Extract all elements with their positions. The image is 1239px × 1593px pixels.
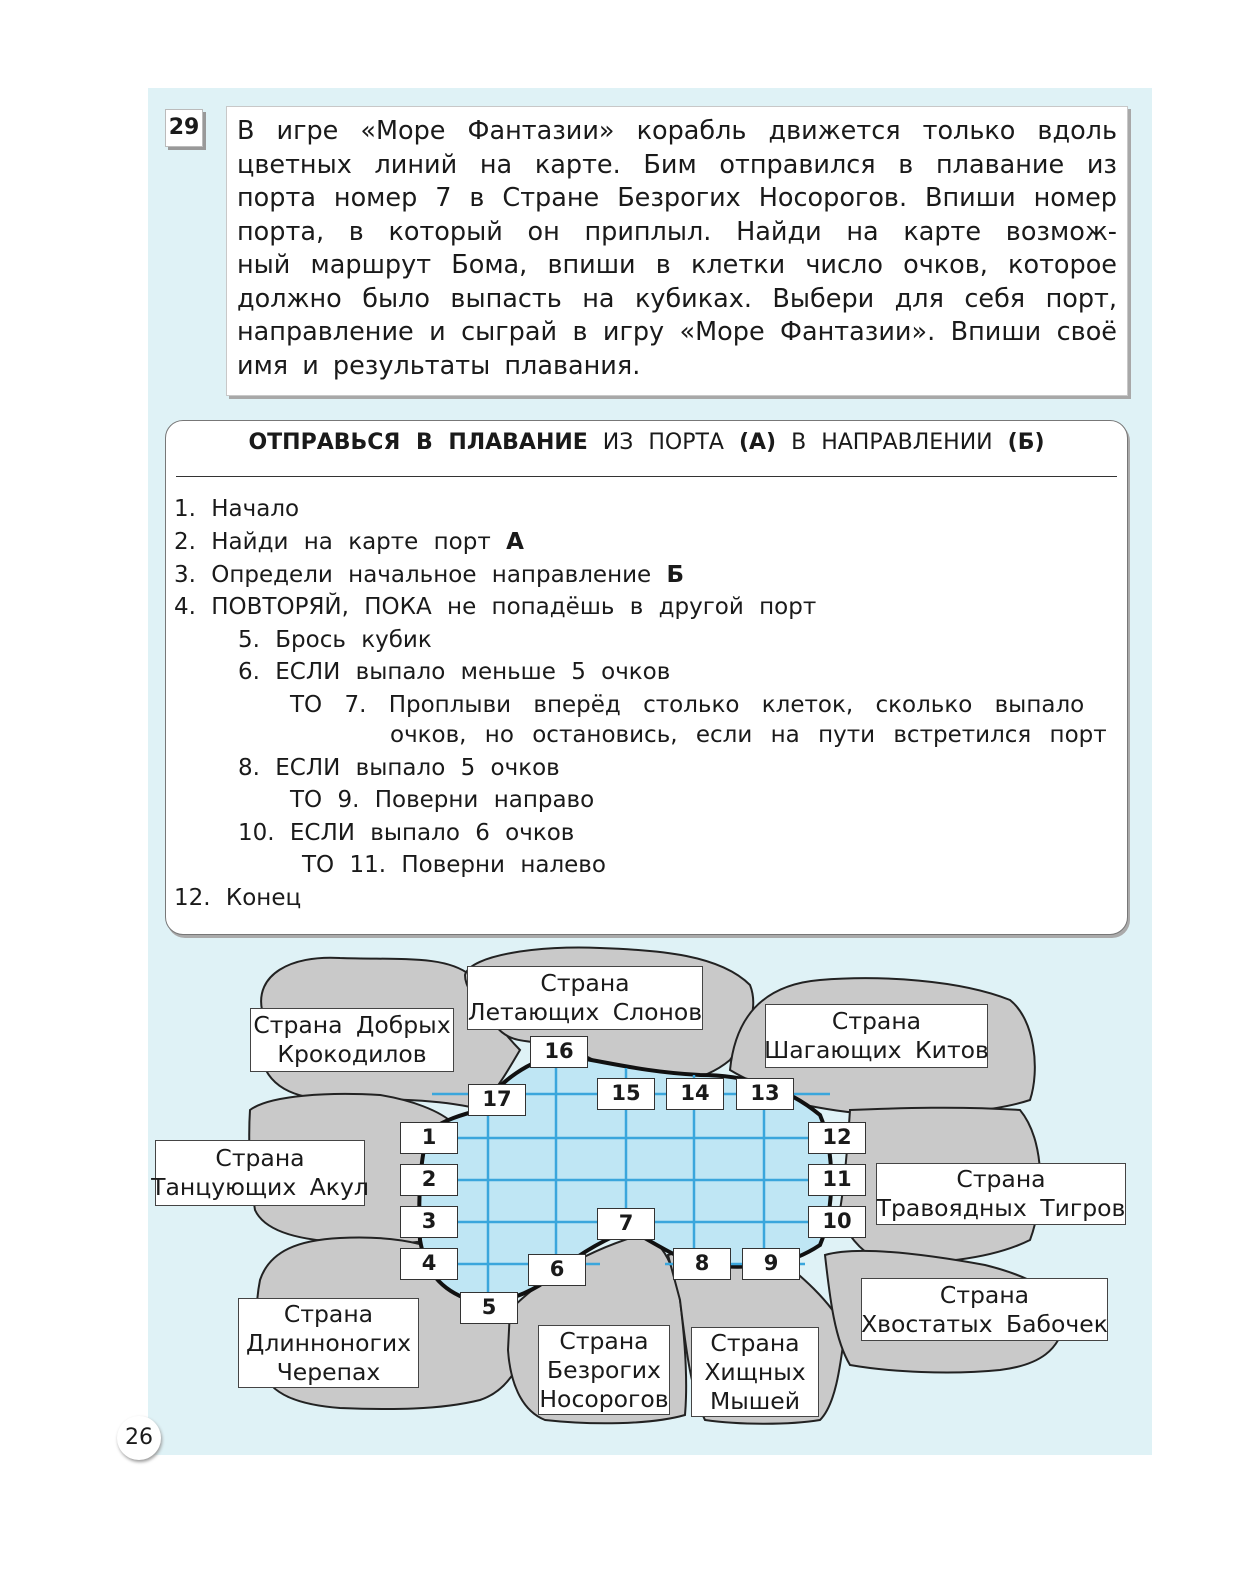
port-10[interactable]: 10 bbox=[808, 1206, 866, 1238]
task-line: ный маршрут Бома, впиши в клетки число очков, которое bbox=[237, 250, 1117, 280]
country-butterflies-line1: Страна bbox=[939, 1280, 1030, 1309]
step-10: 10. ЕСЛИ выпало 6 очков bbox=[238, 820, 575, 846]
step-2-port: А bbox=[506, 529, 524, 555]
step-7-first: ТО 7. Проплыви вперёд столько клеток, сколько выпало bbox=[290, 692, 1085, 718]
step-11: ТО 11. Поверни налево bbox=[302, 852, 606, 878]
port-3[interactable]: 3 bbox=[400, 1206, 458, 1238]
country-sharks-line2: Танцующих Акул bbox=[151, 1173, 369, 1201]
port-8[interactable]: 8 bbox=[673, 1248, 731, 1280]
port-5[interactable]: 5 bbox=[460, 1292, 518, 1324]
title-a: (А) bbox=[738, 430, 777, 455]
country-butterflies-line2: Хвостатых Бабочек bbox=[861, 1309, 1108, 1338]
port-6[interactable]: 6 bbox=[528, 1254, 586, 1286]
country-crocodiles-line1: Страна Добрых bbox=[253, 1011, 451, 1039]
step-6: 6. ЕСЛИ выпало меньше 5 очков bbox=[238, 659, 671, 685]
step-12: 12. Конец bbox=[174, 885, 302, 911]
country-whales-line1: Страна bbox=[831, 1007, 922, 1035]
step-4: 4. ПОВТОРЯЙ, ПОКА не попадёшь в другой порт bbox=[174, 594, 817, 620]
country-mice-line3: Мышей bbox=[709, 1386, 801, 1415]
country-sharks bbox=[151, 1140, 369, 1206]
country-whales-line2: Шагающих Китов bbox=[764, 1036, 989, 1064]
port-11[interactable]: 11 bbox=[808, 1164, 866, 1196]
page-number: 26 bbox=[117, 1416, 161, 1460]
country-tigers bbox=[876, 1163, 1126, 1225]
country-crocodiles bbox=[250, 1008, 454, 1072]
step-7-second: очков, но остановись, если на пути встретился порт bbox=[390, 722, 1107, 748]
step-3-text: 3. Определи начальное направление bbox=[174, 562, 652, 588]
port-9[interactable]: 9 bbox=[742, 1248, 800, 1280]
country-tigers-line1: Страна bbox=[956, 1165, 1046, 1193]
country-rhinos bbox=[538, 1325, 670, 1415]
country-turtles-line2: Длинноногих bbox=[245, 1328, 412, 1357]
country-elephants-line1: Страна bbox=[540, 969, 630, 997]
task-line: цветных линий на карте. Бим отправился в плавание из bbox=[237, 149, 1117, 180]
country-tigers-line2: Травоядных Тигров bbox=[876, 1194, 1126, 1222]
step-1: 1. Начало bbox=[174, 496, 300, 522]
country-rhinos-line2: Безрогих bbox=[547, 1355, 661, 1384]
country-whales bbox=[765, 1004, 988, 1068]
task-line: В игре «Море Фантазии» корабль движется только вдоль bbox=[237, 116, 1117, 146]
port-12[interactable]: 12 bbox=[808, 1122, 866, 1154]
country-mice-line2: Хищных bbox=[704, 1357, 806, 1386]
country-elephants-line2: Летающих Слонов bbox=[467, 998, 703, 1026]
port-14[interactable]: 14 bbox=[666, 1078, 724, 1110]
port-15[interactable]: 15 bbox=[597, 1078, 655, 1110]
country-mice-line1: Страна bbox=[710, 1328, 800, 1357]
country-crocodiles-line2: Крокодилов bbox=[277, 1040, 427, 1068]
title-from: ИЗ ПОРТА bbox=[602, 430, 724, 455]
country-butterflies bbox=[861, 1278, 1108, 1341]
step-2-text: 2. Найди на карте порт bbox=[174, 529, 491, 555]
step-3-dir: Б bbox=[666, 562, 685, 588]
step-9: ТО 9. Поверни направо bbox=[290, 787, 595, 813]
country-sharks-line1: Страна bbox=[215, 1144, 305, 1172]
country-turtles-line3: Черепах bbox=[276, 1357, 381, 1386]
port-2[interactable]: 2 bbox=[400, 1164, 458, 1196]
port-4[interactable]: 4 bbox=[400, 1248, 458, 1280]
task-line: имя и результаты плавания. bbox=[237, 350, 641, 381]
task-line: направление и сыграй в игру «Море Фантазии». Впиши своё bbox=[237, 317, 1117, 347]
task-line: порта номер 7 в Стране Безрогих Носорогов. Впиши номер bbox=[237, 183, 1117, 213]
step-5: 5. Брось кубик bbox=[238, 627, 432, 653]
port-7[interactable]: 7 bbox=[597, 1208, 655, 1240]
country-elephants bbox=[467, 966, 703, 1030]
country-rhinos-line1: Страна bbox=[559, 1326, 649, 1355]
port-17[interactable]: 17 bbox=[468, 1084, 526, 1116]
title-dir: В НАПРАВЛЕНИИ bbox=[791, 430, 993, 455]
title-bold: ОТПРАВЬСЯ В ПЛАВАНИЕ bbox=[248, 430, 588, 455]
country-mice bbox=[691, 1327, 819, 1417]
task-line: должно было выпасть на кубиках. Выбери для себя порт, bbox=[237, 283, 1117, 314]
port-1[interactable]: 1 bbox=[400, 1122, 458, 1154]
country-rhinos-line3: Носорогов bbox=[539, 1384, 669, 1413]
task-line: порта, в который он приплыл. Найди на карте возмож- bbox=[237, 216, 1117, 247]
step-8: 8. ЕСЛИ выпало 5 очков bbox=[238, 755, 560, 781]
task-number: 29 bbox=[165, 109, 203, 147]
port-16[interactable]: 16 bbox=[530, 1036, 588, 1068]
country-turtles-line1: Страна bbox=[283, 1299, 374, 1328]
port-13[interactable]: 13 bbox=[736, 1078, 794, 1110]
country-turtles bbox=[238, 1298, 419, 1388]
title-b: (Б) bbox=[1007, 430, 1045, 455]
